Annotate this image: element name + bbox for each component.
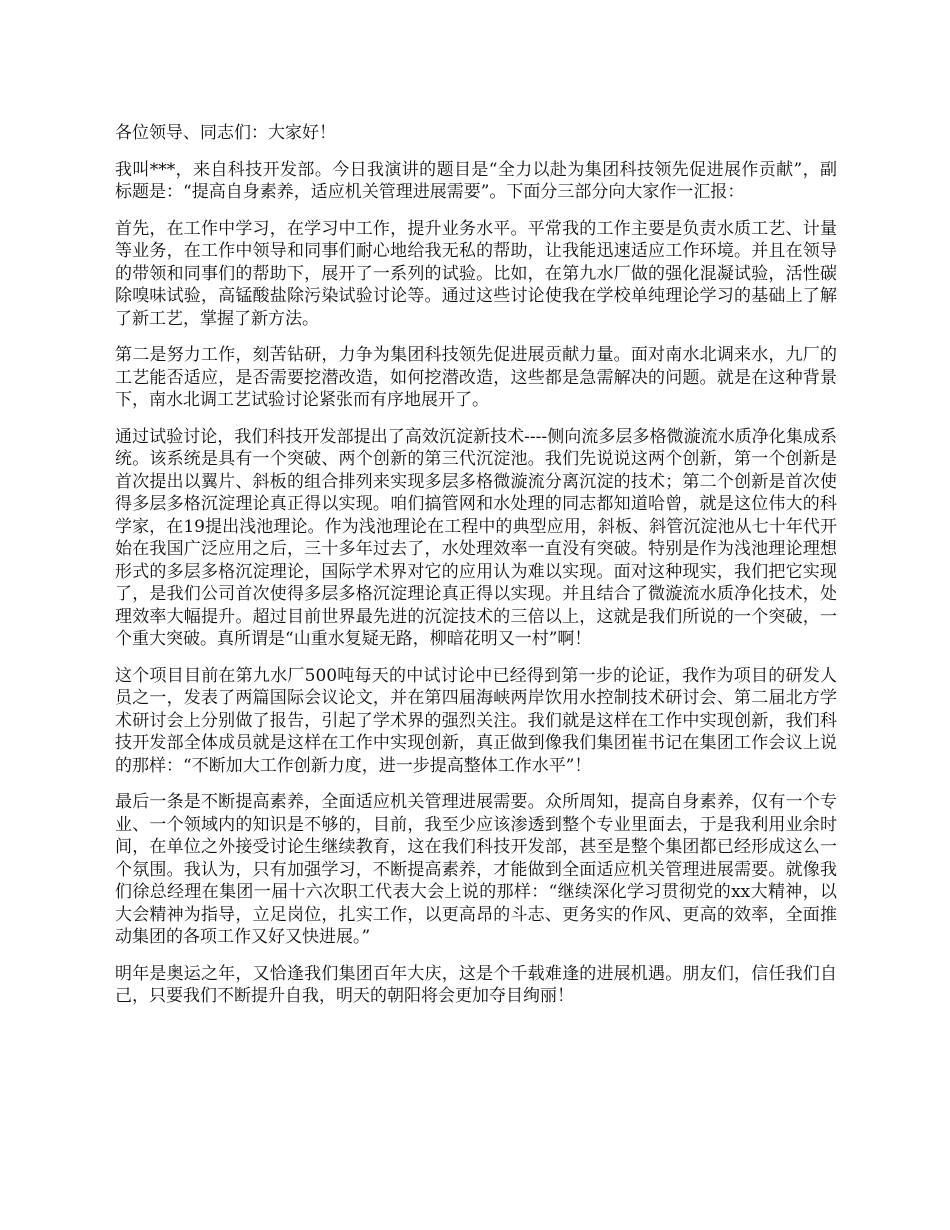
greeting-paragraph: 各位领导、同志们：大家好！ — [115, 123, 336, 143]
second-point-paragraph: 第二是努力工作，刻苦钻研，力争为集团科技领先促进展贡献力量。面对南水北调来水，九厂的工艺能否适应，是否需要挖潜改造，如何挖潜改造，这些都是急需解决的问题。就是在这种背景下，南水北调工艺试验讨论紧张而有序地展开了。 — [115, 345, 837, 410]
closing-paragraph: 明年是奥运之年，又恰逢我们集团百年大庆，这是个千载难逢的进展机遇。朋友们，信任我们自己，只要我们不断提升自我，明天的朝阳将会更加夺目绚丽！ — [115, 963, 837, 1006]
first-point-paragraph: 首先，在工作中学习，在学习中工作，提升业务水平。平常我的工作主要是负责水质工艺、计量等业务，在工作中领导和同事们耐心地给我无私的帮助，让我能迅速适应工作环境。并且在领导的带领和同事们的帮助下，展开了一系列的试验。比如，在第九水厂做的强化混凝试验，活性碳除嗅味试验，高锰酸盐除污染试验讨论等。通过这些讨论使我在学校单纯理论学习的基础上了解了新工艺，掌握了新方法。 — [115, 218, 837, 329]
project-paragraph: 这个项目目前在第九水厂500吨每天的中试讨论中已经得到第一步的论证，我作为项目的研发人员之一，发表了两篇国际会议论文，并在第四届海峡两岸饮用水控制技术研讨会、第二届北方学术研讨会上分别做了报告，引起了学术界的强烈关注。我们就是这样在工作中实现创新，我们科技开发部全体成员就是这样在工作中实现创新，真正做到像我们集团崔书记在集团工作会议上说的那样：“不断加大工作创新力度，进一步提高整体工作水平”！ — [115, 665, 837, 776]
speech-document — [115, 122, 837, 1022]
intro-paragraph: 我叫***，来自科技开发部。今日我演讲的题目是“全力以赴为集团科技领先促进展作贡献”，副标题是：“提高自身素养，适应机关管理进展需要”。下面分三部分向大家作一汇报： — [115, 159, 837, 202]
final-point-paragraph: 最后一条是不断提高素养，全面适应机关管理进展需要。众所周知，提高自身素养，仅有一个专业、一个领域内的知识是不够的，目前，我至少应该渗透到整个专业里面去，于是我利用业余时间，在单位之外接受讨论生继续教育，这在我们科技开发部，甚至是整个集团都已经形成这么一个氛围。我认为，只有加强学习，不断提高素养，才能做到全面适应机关管理进展需要。就像我们徐总经理在集团一届十六次职工代表大会上说的那样：“继续深化学习贯彻党的xx大精神，以大会精神为指导，立足岗位，扎实工作，以更高昂的斗志、更务实的作风、更高的效率，全面推动集团的各项工作又好又快进展。” — [115, 792, 837, 947]
technology-paragraph: 通过试验讨论，我们科技开发部提出了高效沉淀新技术----侧向流多层多格微漩流水质净化集成系统。该系统是具有一个突破、两个创新的第三代沉淀池。我们先说说这两个创新，第一个创新是首次提出以翼片、斜板的组合排列来实现多层多格微漩流分离沉淀的技术；第二个创新是首次使得多层多格沉淀理论真正得以实现。咱们搞管网和水处理的同志都知道哈曾，就是这位伟大的科学家，在19提出浅池理论。作为浅池理论在工程中的典型应用，斜板、斜管沉淀池从七十年代开始在我国广泛应用之后，三十多年过去了，水处理效率一直没有突破。特别是作为浅池理论理想形式的多层多格沉淀理论，国际学术界对它的应用认为难以实现。面对这种现实，我们把它实现了，是我们公司首次使得多层多格沉淀理论真正得以实现。并且结合了微漩流水质净化技术，处理效率大幅提升。超过目前世界最先进的沉淀技术的三倍以上，这就是我们所说的一个突破，一个重大突破。真所谓是“山重水复疑无路，柳暗花明又一村”啊！ — [115, 426, 837, 649]
